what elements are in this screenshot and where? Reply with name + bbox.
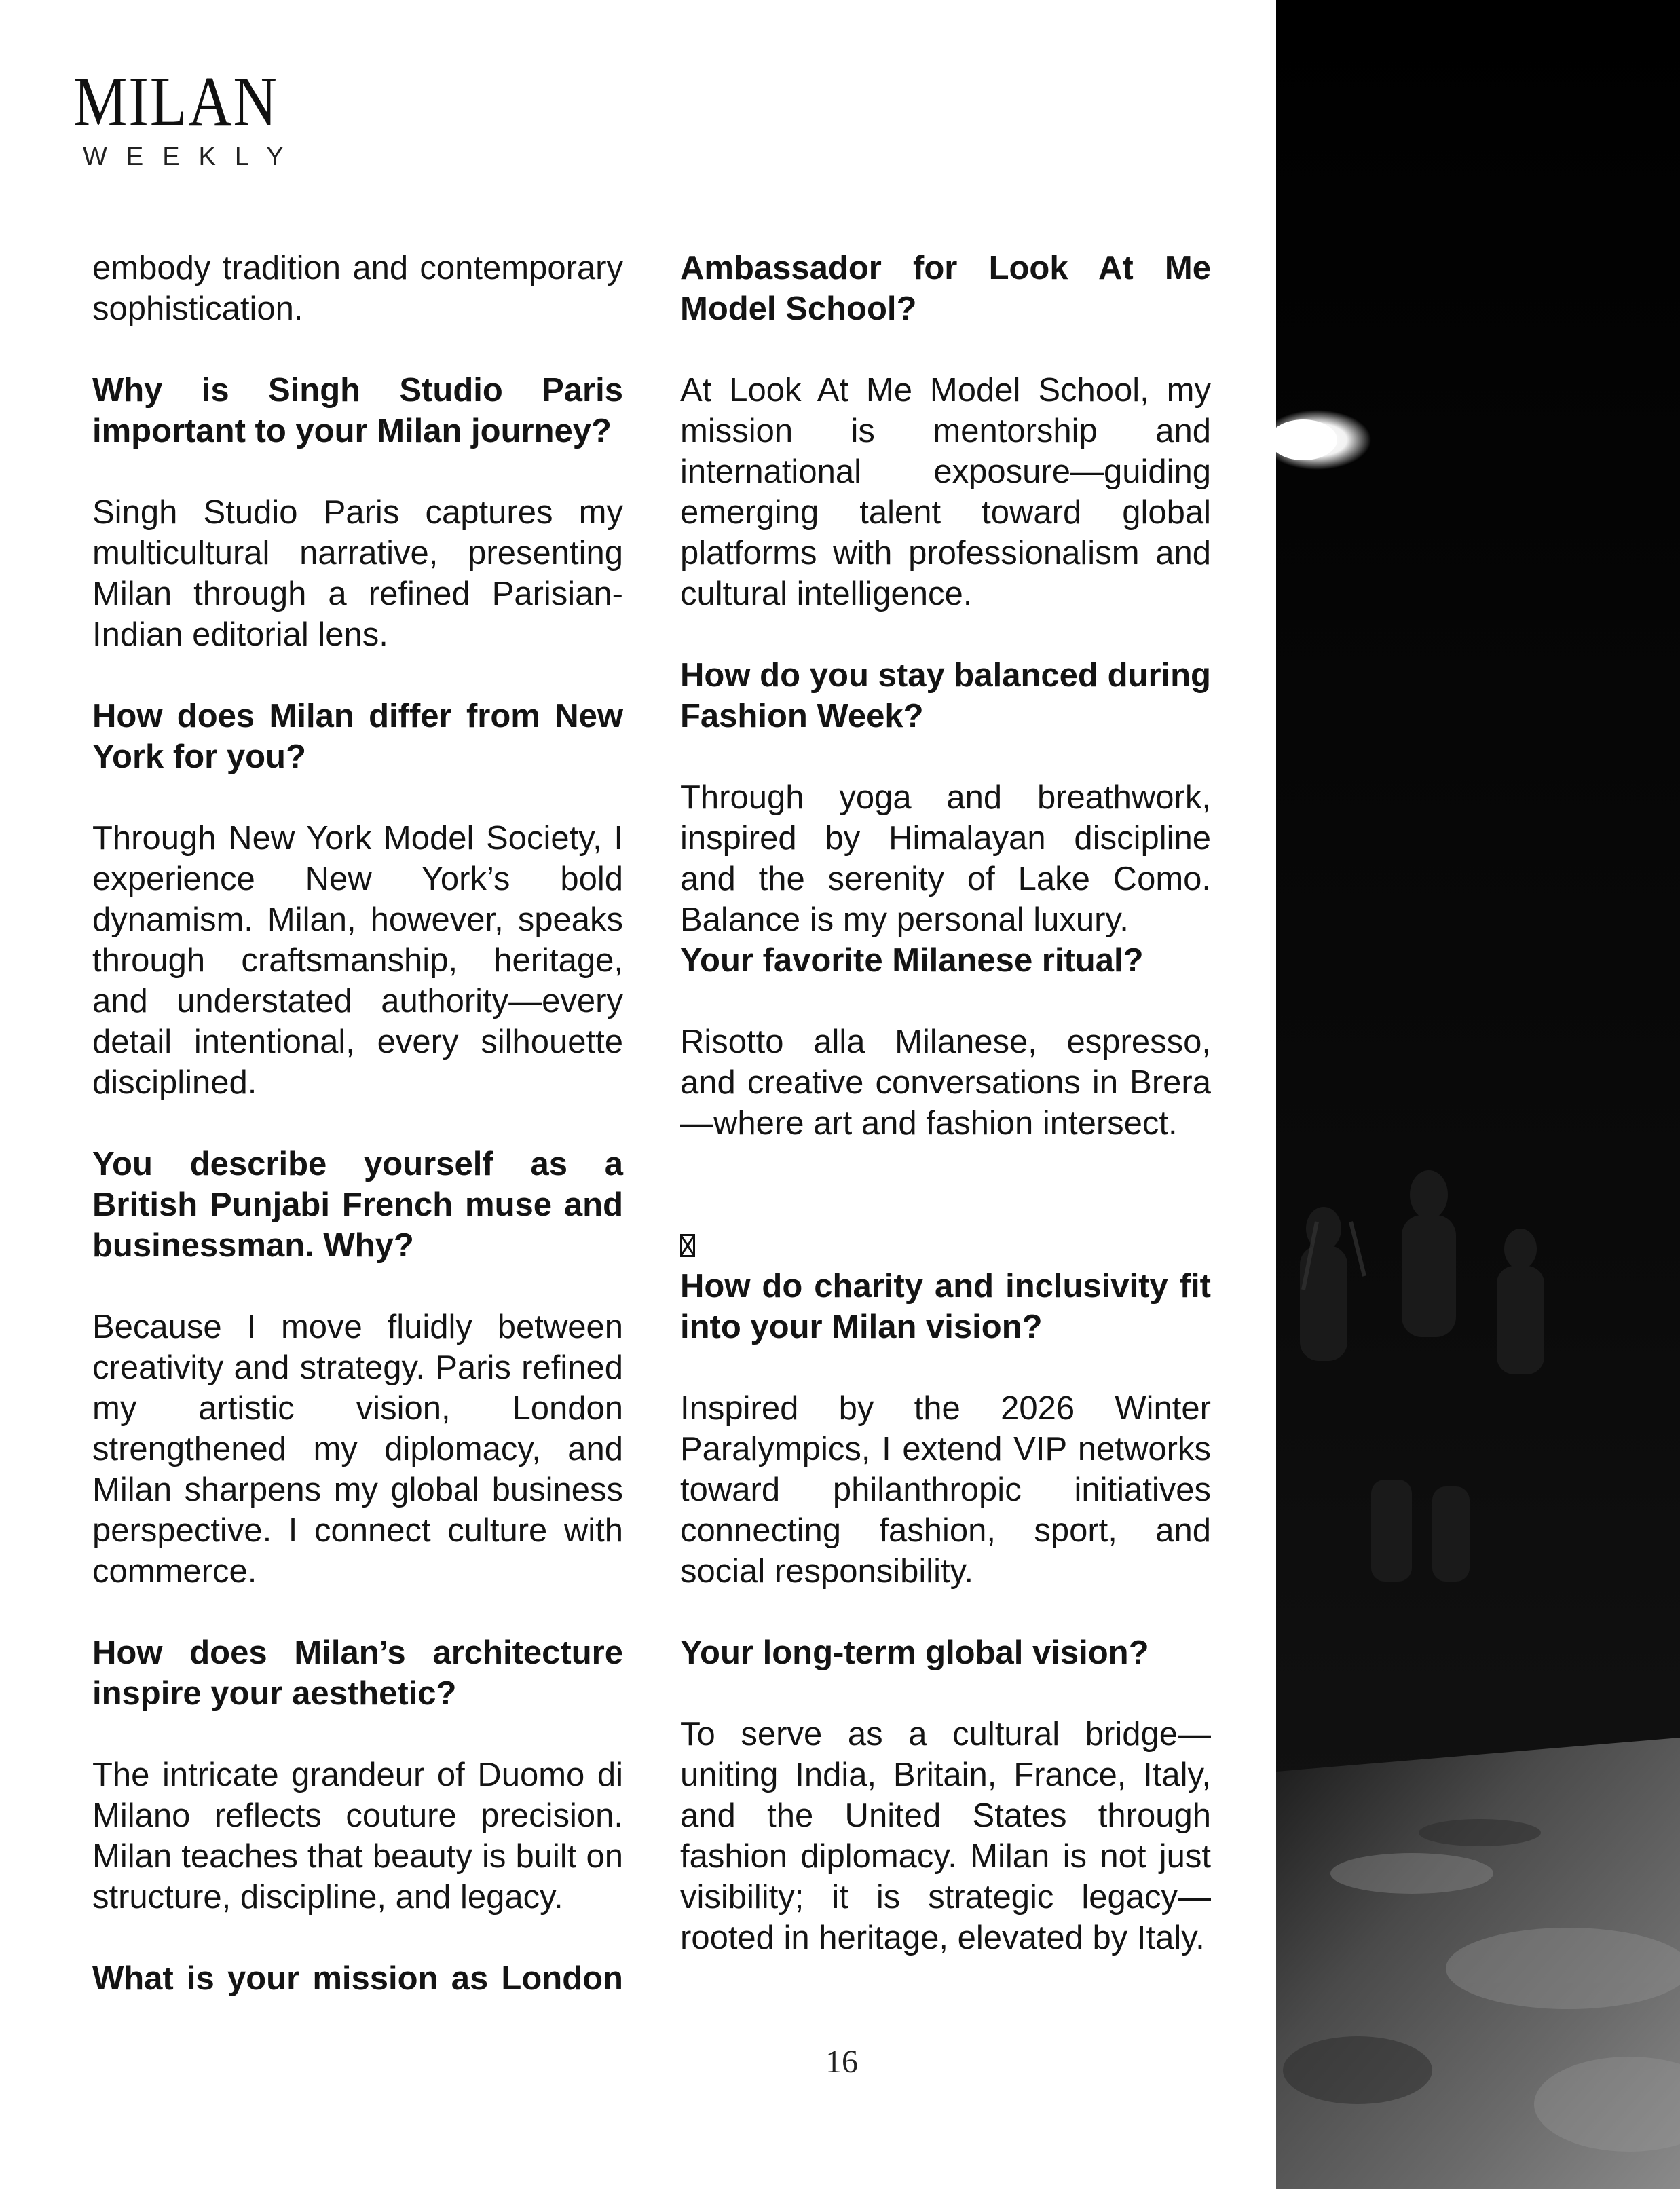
masthead-subtitle: WEEKLY [83,143,303,171]
runway-photo [1276,0,1680,2189]
answer-paragraph: Singh Studio Paris captures my multicultural narrative, presenting Milan through a refined Parisian-Indian editorial lens. [92,494,623,653]
masthead-title: MILAN [73,62,278,141]
right-column [680,248,1211,1999]
answer-paragraph: Risotto alla Milanese, espresso, and creative conversations in Brera—where art and fashion intersect. [680,1024,1211,1142]
answer-paragraph: At Look At Me Model School, my mission is mentorship and international exposure—guiding emerging talent toward global platforms with professionalism and cultural intelligence. [680,372,1211,612]
question-heading: Your favorite Milanese ritual? [680,942,1144,979]
answer-paragraph: Through yoga and breathwork, inspired by Himalayan discipline and the serenity of Lake Como. Balance is my personal luxury. [680,779,1211,938]
answer-paragraph: Through New York Model Society, I experience New York’s bold dynamism. Milan, however, speaks through craftsmanship, heritage, and understated authority—every detail intentional, every silhouette disciplined. [92,820,623,1101]
question-heading: Your long-term global vision? [680,1634,1149,1671]
question-heading: How do charity and inclusivity fit into your Milan vision? [680,1268,1211,1345]
question-heading: How does Milan differ from New York for you? [92,698,623,775]
question-heading: Why is Singh Studio Paris important to your Milan journey? [92,372,623,449]
masthead-logo [73,62,318,172]
question-heading: You describe yourself as a British Punjabi French muse and businessman. Why? [92,1146,623,1264]
answer-paragraph: Because I move fluidly between creativity and strategy. Paris refined my artistic vision, London strengthened my diplomacy, and Milan sharpens my global business perspective. I connect culture with commerce. [92,1309,623,1590]
left-column [92,248,623,2040]
question-heading: How does Milan’s architecture inspire your aesthetic? [92,1634,623,1712]
paragraph: embody tradition and contemporary sophistication. [92,250,623,327]
runway-photo-icon [1276,0,1680,2189]
question-heading: How do you stay balanced during Fashion Week? [680,657,1211,734]
question-heading: What is your mission as London [92,1960,623,1997]
missing-glyph-icon [680,1234,695,1257]
answer-paragraph: Inspired by the 2026 Winter Paralympics, I extend VIP networks toward philanthropic initiatives connecting fashion, sport, and social responsibility. [680,1390,1211,1590]
missing-glyph-line [680,1225,1211,1266]
question-heading: Ambassador for Look At Me Model School? [680,250,1211,327]
page-number: 16 [825,2044,858,2080]
answer-paragraph: To serve as a cultural bridge—uniting India, Britain, France, Italy, and the United States through fashion diplomacy. Milan is not just visibility; it is strategic legacy—rooted in heritage, elevated by Italy. [680,1716,1211,1956]
answer-paragraph: The intricate grandeur of Duomo di Milano reflects couture precision. Milan teaches that beauty is built on structure, discipline, and legacy. [92,1757,623,1915]
spacer [680,1184,1211,1225]
